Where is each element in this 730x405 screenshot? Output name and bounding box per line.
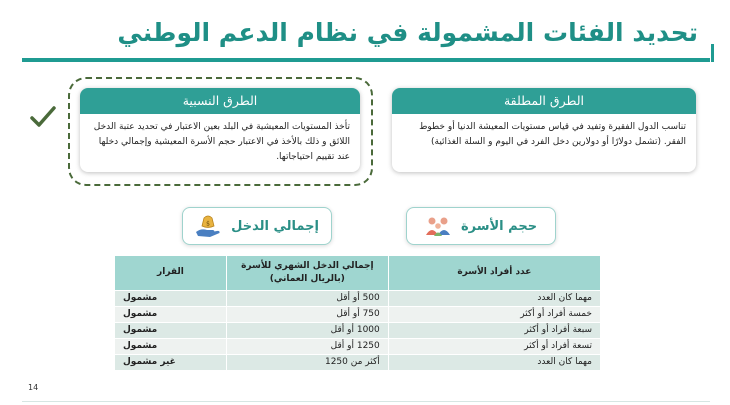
page-title: تحديد الفئات المشمولة في نظام الدعم الوطني — [117, 18, 698, 47]
svg-text:$: $ — [206, 220, 211, 228]
header-family-members: عدد أفراد الأسرة — [388, 256, 600, 290]
check-icon — [30, 104, 56, 130]
cell-income: أكثر من 1250 — [226, 354, 388, 370]
family-size-label: حجم الأسرة — [460, 218, 538, 234]
relative-methods-text: تأخذ المستويات المعيشية في البلد بعين الاعتبار في تحديد عتبة الدخل اللائق و ذلك بالأخذ في الاعتبار حجم الأسرة المعيشية وإجمالي دخلها عند تقييم احتياجاتها. — [93, 122, 350, 162]
table-row — [115, 354, 601, 370]
absolute-methods-title: الطرق المطلقة — [392, 88, 696, 114]
cell-decision: مشمول — [115, 290, 227, 306]
header-income-line2: (بالريال العماني) — [269, 273, 345, 284]
absolute-methods-text: تناسب الدول الفقيرة وتفيد في قياس مستويات المعيشة الدنيا أو خطوط الفقر. (تشمل دولارًا أو دولارين دخل الفرد في اليوم و السلة الغذائية) — [419, 122, 686, 147]
family-icon — [425, 215, 451, 237]
table-row — [115, 290, 601, 306]
cell-decision: مشمول — [115, 338, 227, 354]
cell-income: 1000 أو أقل — [226, 322, 388, 338]
cell-income: 1250 أو أقل — [226, 338, 388, 354]
footer-divider — [22, 401, 710, 402]
absolute-methods-card — [392, 88, 696, 172]
cell-decision: مشمول — [115, 306, 227, 322]
cell-members: مهما كان العدد — [388, 290, 600, 306]
header-decision: القرار — [115, 256, 227, 290]
total-income-pill — [182, 207, 332, 245]
cell-decision: غير مشمول — [115, 354, 227, 370]
cell-income: 750 أو أقل — [226, 306, 388, 322]
cell-income: 500 أو أقل — [226, 290, 388, 306]
relative-methods-card — [80, 88, 360, 172]
cell-decision: مشمول — [115, 322, 227, 338]
total-income-label: إجمالي الدخل — [231, 218, 319, 234]
cell-members: تسعة أفراد أو أكثر — [388, 338, 600, 354]
table-row — [115, 306, 601, 322]
header-income-line1: إجمالي الدخل الشهري للأسرة — [241, 260, 374, 271]
family-size-pill — [406, 207, 556, 245]
title-accent-tick — [711, 44, 714, 62]
cell-members: خمسة أفراد أو أكثر — [388, 306, 600, 322]
table-row — [115, 338, 601, 354]
table-header-row — [115, 256, 601, 290]
header-monthly-income — [226, 256, 388, 290]
cell-members: سبعة أفراد أو أكثر — [388, 322, 600, 338]
title-underline — [22, 58, 710, 62]
page-number: 14 — [28, 383, 39, 392]
cell-members: مهما كان العدد — [388, 354, 600, 370]
money-hand-icon — [195, 214, 221, 238]
table-row — [115, 322, 601, 338]
relative-methods-title: الطرق النسبية — [80, 88, 360, 114]
eligibility-table — [114, 256, 600, 370]
